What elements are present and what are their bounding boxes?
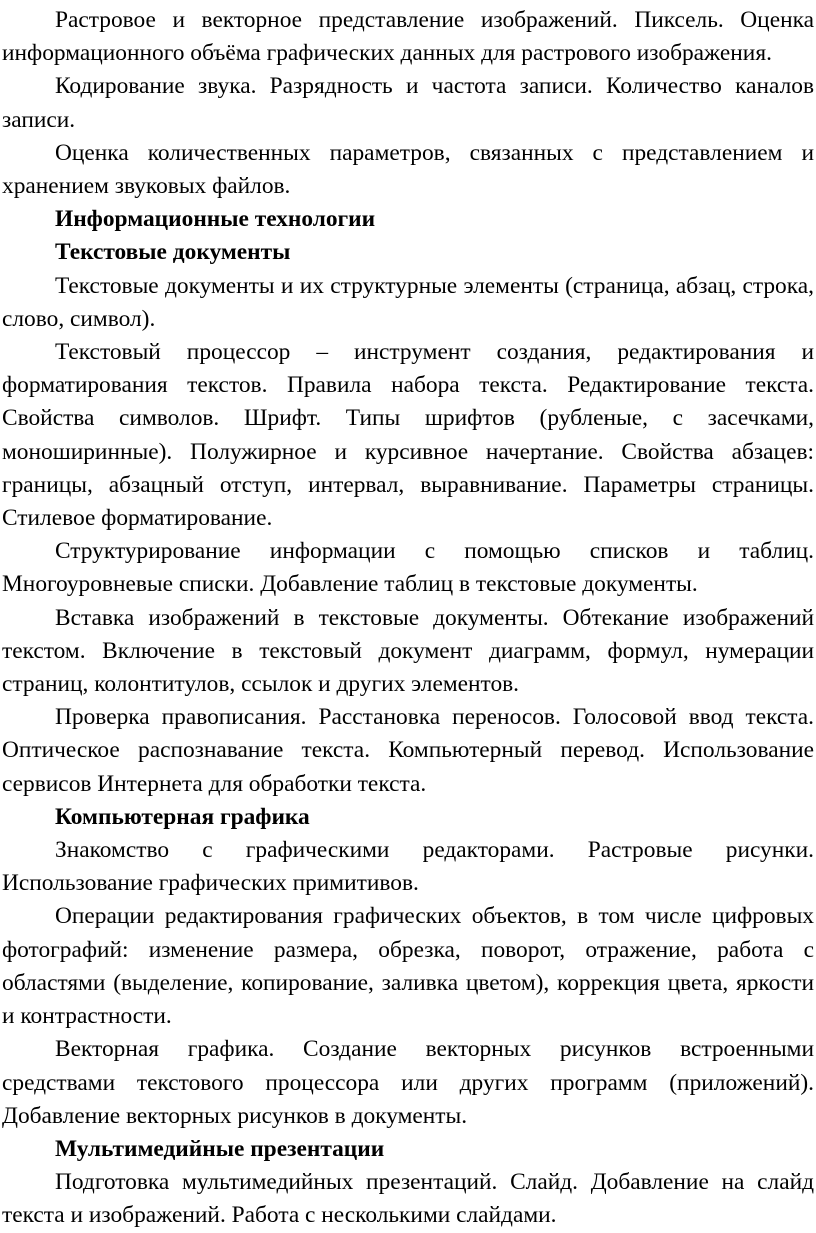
- paragraph-vector-graphics: Векторная графика. Создание векторных рисунков встроенными средствами текстового процессора или других программ (приложений). Добавление векторных рисунков в документы.: [2, 1036, 814, 1129]
- paragraph-document-structure: Текстовые документы и их структурные элементы (страница, абзац, строка, слово, символ).: [2, 272, 814, 332]
- paragraph-sound-coding: Кодирование звука. Разрядность и частота записи. Количество каналов записи.: [2, 73, 814, 133]
- heading-computer-graphics: Компьютерная графика: [55, 803, 310, 830]
- paragraph-images-insertion: Вставка изображений в текстовые документы. Обтекание изображений текстом. Включение в текстовый документ диаграмм, формул, нумерации страниц, колонтитулов, ссылок и других элементов.: [2, 604, 814, 698]
- paragraph-raster-vector: Растровое и векторное представление изображений. Пиксель. Оценка информационного объёма графических данных для растрового изображения.: [2, 7, 814, 67]
- heading-information-technologies: Информационные технологии: [55, 206, 376, 233]
- paragraph-editing-operations: Операции редактирования графических объектов, в том числе цифровых фотографий: изменение размера, обрезка, поворот, отражение, работа с областями (выделение, копирование, заливка цветом), коррекция цвета, яркости и контрастности.: [2, 903, 814, 1030]
- paragraph-presentations: Подготовка мультимедийных презентаций. Слайд. Добавление на слайд текста и изображений. Работа с несколькими слайдами.: [2, 1169, 814, 1229]
- paragraph-text-processor: Текстовый процессор – инструмент создания, редактирования и форматирования текстов. Правила набора текста. Редактирование текста. Свойства символов. Шрифт. Типы шрифтов (рубленые, с засечками, моноширинные). Полужирное и курсивное начертание. Свойства абзацев: границы, абзацный отступ, интервал, выравнивание. Параметры страницы. Стилевое форматирование.: [2, 339, 814, 532]
- paragraph-graphic-editors: Знакомство с графическими редакторами. Растровые рисунки. Использование графических примитивов.: [2, 837, 814, 897]
- heading-multimedia-presentations: Мультимедийные презентации: [55, 1135, 385, 1162]
- paragraph-lists-tables: Структурирование информации с помощью списков и таблиц. Многоуровневые списки. Добавление таблиц в текстовые документы.: [2, 538, 814, 598]
- paragraph-spelling: Проверка правописания. Расстановка переносов. Голосовой ввод текста. Оптическое распознавание текста. Компьютерный перевод. Использование сервисов Интернета для обработки текста.: [2, 704, 814, 797]
- paragraph-sound-files: Оценка количественных параметров, связанных с представлением и хранением звуковых файлов.: [2, 139, 814, 200]
- heading-text-documents: Текстовые документы: [55, 239, 291, 266]
